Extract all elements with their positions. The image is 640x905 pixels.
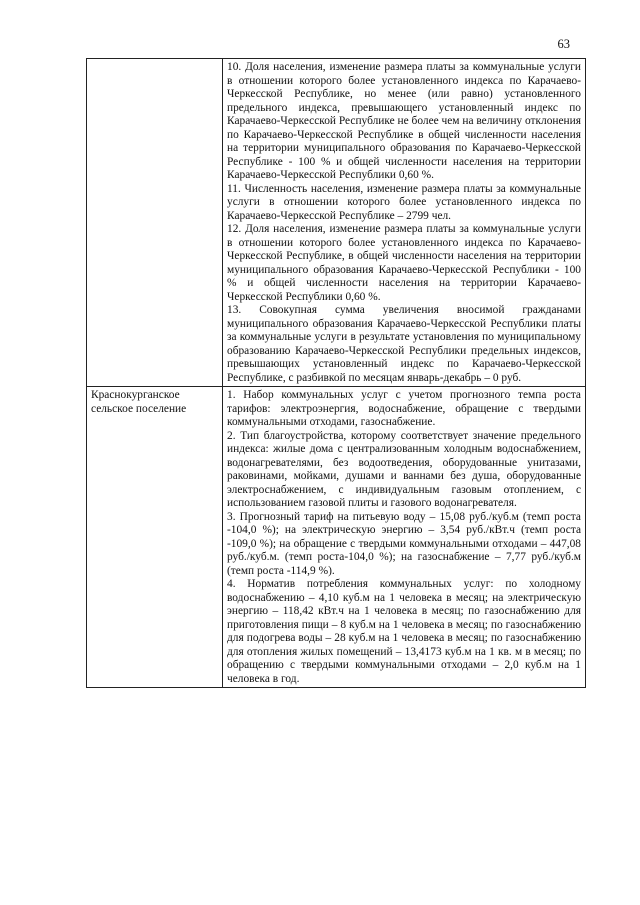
municipality-cell: [87, 59, 223, 387]
indicator-paragraph: 12. Доля населения, изменение размера платы за коммунальные услуги в отношении которого более установленного индекса по Карачаево-Черкесской Республике, в общей численности населения на территории муниципального образования Карачаево-Черкесской Республики - 100 % и общей численности населения на территории Карачаево-Черкесской Республики 0,60 %.: [227, 223, 581, 303]
indicator-paragraph: 2. Тип благоустройства, которому соответствует значение предельного индекса: жилые дома с централизованным холодным водоснабжением, водонагревателями, без водоотведения, оборудованные унитазами, раковинами, мойками, душами и ваннами без душа, оборудованные электроснабжением, с индивидуальным газовым отоплением, с использованием газовой плиты и газового водонагревателя.: [227, 429, 581, 509]
municipality-cell: Краснокурганское сельское поселение: [87, 387, 223, 688]
description-cell: [223, 387, 586, 688]
indicator-paragraph: 4. Норматив потребления коммунальных услуг: по холодному водоснабжению – 4,10 куб.м на 1 человека в месяц; на электрическую энергию – 118,42 кВт.ч на 1 человека в месяц; по газоснабжению для приготовления пищи – 8 куб.м на 1 человека в месяц; по газоснабжению для подогрева воды – 28 куб.м на 1 человека в месяц; по газоснабжению для отопления жилых помещений – 13,4173 куб.м на 1 кв. м в месяц; по обращению с твердыми коммунальными отходами – 2,0 куб.м на 1 человека в год.: [227, 578, 581, 685]
table-row: [87, 387, 586, 688]
indicator-paragraph: 11. Численность населения, изменение размера платы за коммунальные услуги в отношении которого более установленного индекса по Карачаево-Черкесской Республике – 2799 чел.: [227, 182, 581, 222]
indicator-paragraph: 1. Набор коммунальных услуг с учетом прогнозного темпа роста тарифов: электроэнергия, водоснабжение, обращение с твердыми коммунальными отходами, газоснабжение.: [227, 389, 581, 428]
table-row: [87, 59, 586, 387]
indicator-paragraph: 13. Совокупная сумма увеличения вносимой гражданами муниципального образования Карачаево-Черкесской Республики платы за коммунальные услуги в результате установления по муниципальному образованию Карачаево-Черкесской Республики предельных индексов, превышающих установленный индекс по Карачаево-Черкесской Республике, с разбивкой по месяцам январь-декабрь – 0 руб.: [227, 304, 581, 384]
page-number: 63: [557, 37, 570, 51]
indicator-paragraph: 10. Доля населения, изменение размера платы за коммунальные услуги в отношении которого более установленного индекса по Карачаево-Черкесской Республике, но менее (или равно) установленного предельного индекса, превышающего установленный индекс по Карачаево-Черкесской Республике не более чем на величину отклонения по Карачаево-Черкесской Республике в общей численности населения на территории муниципального образования по Карачаево-Черкесской Республике - 100 % и общей численности населения на территории Карачаево-Черкесской Республики 0,60 %.: [227, 61, 581, 181]
indicator-paragraph: 3. Прогнозный тариф на питьевую воду – 15,08 руб./куб.м (темп роста -104,0 %); на электрическую энергию – 3,54 руб./кВт.ч (темп роста -109,0 %); на обращение с твердыми коммунальными отходами – 447,08 руб./куб.м. (темп роста-104,0 %); на газоснабжение – 7,77 руб./куб.м (темп роста -114,9 %).: [227, 510, 581, 577]
municipal-indicators-table: [86, 58, 586, 688]
description-cell: [223, 59, 586, 387]
